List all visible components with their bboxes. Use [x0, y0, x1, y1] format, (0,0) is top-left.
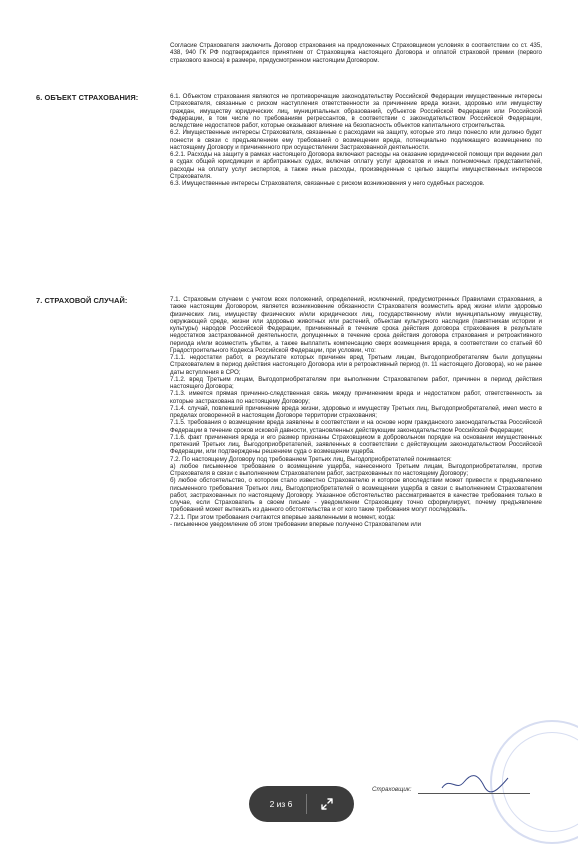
intro-text: Согласие Страхователя заключить Договор страхования на предложенных Страховщиком условиях в соответствии со ст. 435, 438, 940 ГК РФ подтверждается принятием от Страховщика настоящего Договора и оплатой страховой премии (первого страхового взноса) в размере, предусмотренном настоящим Договором.: [170, 42, 542, 64]
paragraph-6-1: 6.1. Объектом страхования являются не противоречащие законодательству Российской Федерации имущественные интересы Страхователя, связанные с риском наступления ответственности за причинение вреда жизни, здоровью или имуществу граждан, имуществу юридических лиц, муниципальных образований, субъектов Российской Федерации или Российской Федерации, в том числе по требованиям регрессантов, в соответствии с законодательством Российской Федерации, вследствие недостатков работ, которые оказывают влияние на безопасность объектов капитального строительства.: [170, 93, 542, 129]
paragraph-7-1-5: 7.1.5. требования о возмещении вреда заявлены в соответствии и на основе норм гражданского законодательства Российской Федерации в течение сроков исковой давности, установленных действующим законодательством Российской Федерации;: [170, 419, 542, 434]
paragraph-7-2-a: а) любое письменное требование о возмещение ущерба, нанесенного Третьим лицам, Выгодоприобретателям, против Страхователя в связи с выполнением Страхователем работ, застрахованных по настоящему Договору;: [170, 462, 542, 477]
paragraph-6-2: 6.2. Имущественные интересы Страхователя, связанные с расходами на защиту, которые это лицо понесло или должно будет понести в связи с предъявлением ему требований о возмещении вреда, потенциально подлежащего возмещению по настоящему Договору и причиненного при осуществлении Застрахованной деятельности.: [170, 129, 542, 151]
paragraph-7-2: 7.2. По настоящему Договору под требованием Третьих лиц, Выгодоприобретателей понимается:: [170, 455, 452, 463]
paragraph-7-1-2: 7.1.2. вред Третьим лицам, Выгодоприобретателям при выполнении Страхователем работ, причинен в период действия настоящего Договора;: [170, 375, 542, 390]
section-6-title: 6. ОБЪЕКТ СТРАХОВАНИЯ:: [36, 93, 139, 102]
signature-scribble: [440, 772, 510, 794]
paragraph-7-1: 7.1. Страховым случаем с учетом всех положений, определений, исключений, предусмотренных Правилами страхования, а также настоящим Договором, является возникновение обязанности Страхователя возместить вред жизни и/или здоровью физических лиц, имуществу физических и/или юридических лиц, государственному и/или муниципальному имуществу, окружающей среде, жизни или здоровью животных или растений, объектам культурного наследия (памятникам истории и культуры) народов Российской Федерации, причиненный в течение срока действия договора страхования в результате недостатков застрахованной деятельности, допущенных в течение срока действия договора страхования и ретроактивного периода и/или возместить убытки, а также выплатить компенсацию сверх возмещения вреда, в соответствии со статьей 60 Градостроительного Кодекса Российской Федерации, при условии, что:: [170, 296, 542, 354]
paragraph-7-2-1-item: - письменное уведомление об этом требовании впервые получено Страхователем или: [170, 520, 422, 528]
intro-paragraph: [170, 42, 542, 64]
paragraph-6-2-1: 6.2.1. Расходы на защиту в рамках настоящего Договора включают расходы на оказание юридической помощи при ведении дел в судах общей юрисдикции и арбитражных судах, включая оплату услуг адвокатов и иных полномочных представителей, расходы на оплату услуг экспертов, а также иные расходы, произведенные с целью защиты имущественных интересов Страхователя.: [170, 151, 542, 180]
section-7-body: [170, 296, 542, 528]
page-indicator[interactable]: 2 из 6: [269, 799, 293, 809]
paragraph-7-2-1: 7.2.1. При этом требования считаются впервые заявленными в момент, когда:: [170, 513, 396, 521]
paragraph-7-2-b: б) любое обстоятельство, о котором стало известно Страхователю и которое впоследствии может привести к предъявлению письменного требования Третьих лиц, Выгодоприобретателей о возмещении ущерба в связи с выполнением Страхователем работ, застрахованных по настоящему Договору. Указанное обстоятельство рассматривается в качестве требования только в случае, если Страхователь в своем письме - уведомлении Страховщику точно сформулирует, почему предъявление требований может вытекать из данного обстоятельства и от кого такие требования могут последовать.: [170, 477, 542, 514]
section-6-body: [170, 93, 542, 187]
paragraph-6-3: 6.3. Имущественные интересы Страхователя, связанные с риском возникновения у него судебных расходов.: [170, 180, 485, 187]
paragraph-7-1-6: 7.1.6. факт причинения вреда и его размер признаны Страховщиком в добровольном порядке на основании имущественных претензий Третьих лиц, Выгодоприобретателей, заявленных в соответствии с действующим законодательством Российской Федерации, или подтверждены решением суда о возмещении ущерба.: [170, 433, 542, 456]
signature-label: Страховщик:: [372, 786, 412, 793]
pill-divider: [306, 794, 307, 814]
paragraph-7-1-1: 7.1.1. недостатки работ, в результате которых причинен вред Третьим лицам, Выгодоприобретателям были допущены Страхователем в период действия настоящего Договора или в ретроактивный период (п. 11 настоящего Договора), но не ранее даты вступления в СРО;: [170, 354, 542, 376]
signature-line: [418, 793, 530, 794]
paragraph-7-1-4: 7.1.4. случай, повлекший причинение вреда жизни, здоровью и имуществу Третьих лиц, Выгодоприобретателей, имел место в пределах оговоренной в настоящем Договоре территории страхования;: [170, 404, 542, 419]
expand-icon[interactable]: [321, 798, 333, 810]
paragraph-7-1-3: 7.1.3. имеется прямая причинно-следственная связь между причинением вреда и недостатком работ, ответственность за которые застрахована по настоящему Договору;: [170, 390, 542, 405]
company-stamp-inner-ring: [502, 732, 578, 832]
section-7-title: 7. СТРАХОВОЙ СЛУЧАЙ:: [36, 296, 128, 305]
page-navigation-pill: [249, 786, 354, 822]
